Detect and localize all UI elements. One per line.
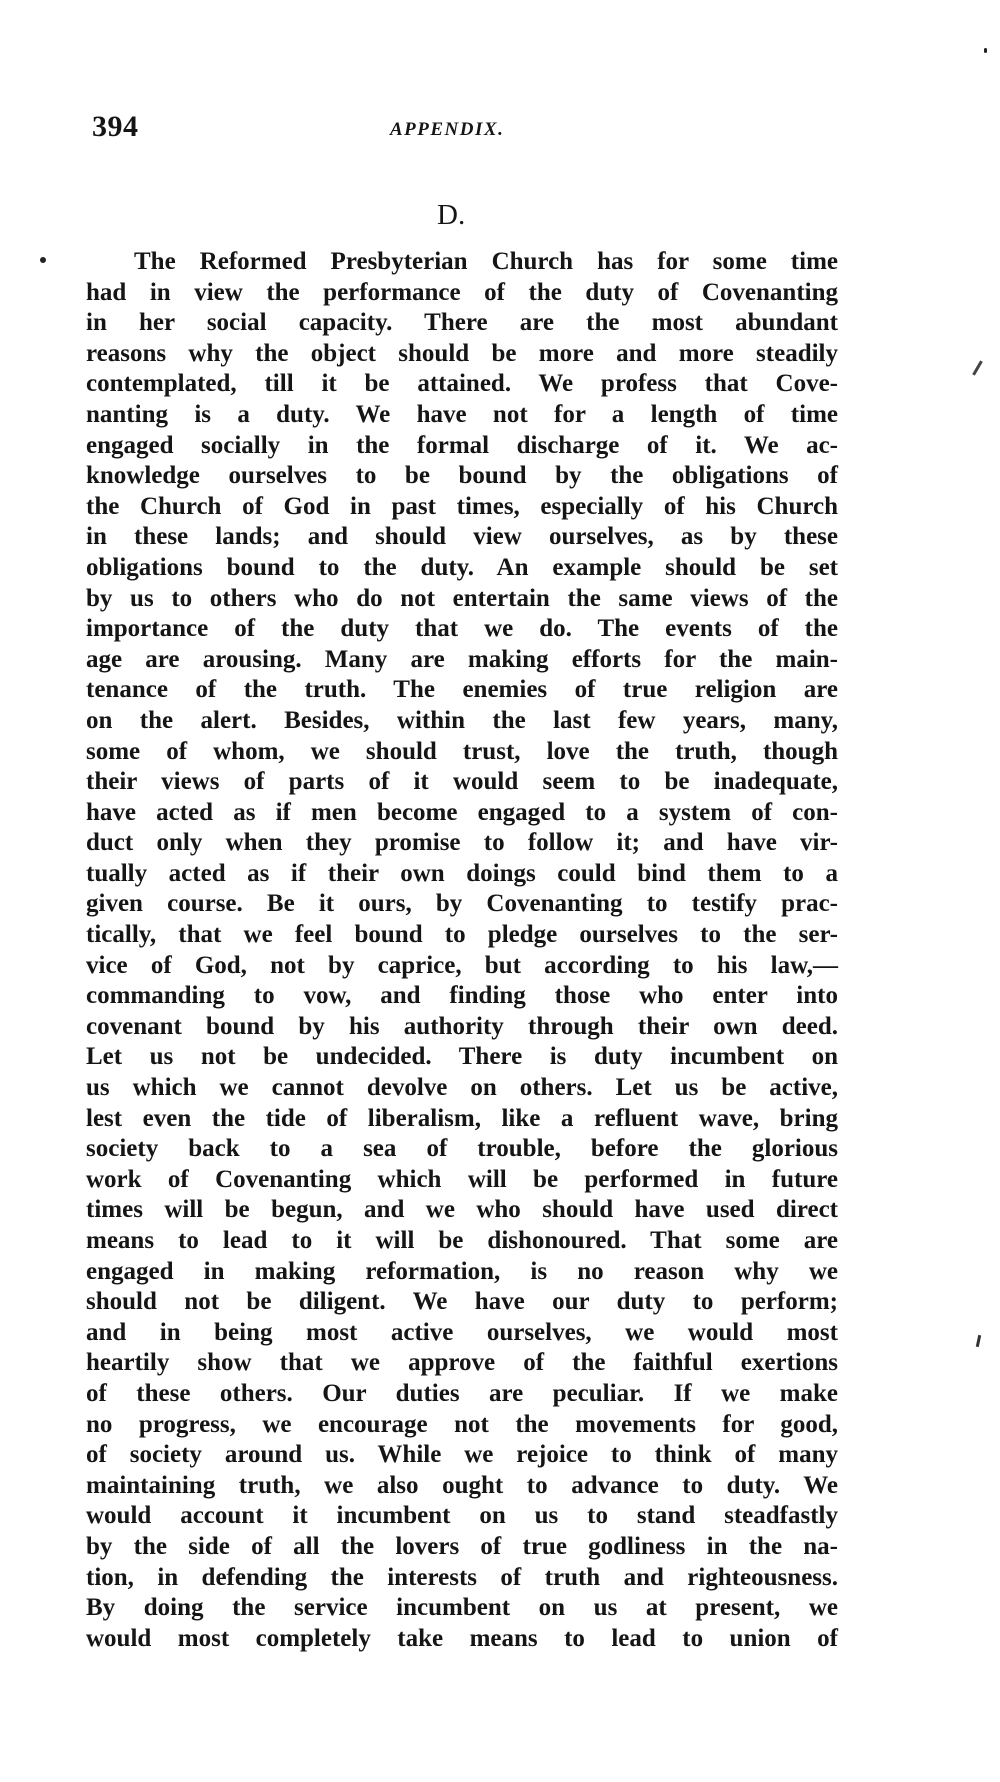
page-number: 394: [92, 110, 139, 143]
text-line: their views of parts of it would seem to be inadequate,: [86, 768, 838, 796]
text-line: commanding to vow, and finding those who enter into: [86, 982, 838, 1010]
text-line: tenance of the truth. The enemies of true religion are: [86, 676, 838, 704]
text-line: obligations bound to the duty. An example should be set: [86, 553, 838, 581]
text-line: work of Covenanting which will be performed in future: [86, 1165, 838, 1193]
text-line: on the alert. Besides, within the last few years, many,: [86, 706, 838, 734]
text-line: covenant bound by his authority through their own deed.: [86, 1012, 838, 1040]
text-line: tually acted as if their own doings could bind them to a: [86, 859, 838, 887]
text-line: would most completely take means to lead to union of: [86, 1624, 838, 1652]
text-line: Let us not be undecided. There is duty incumbent on: [86, 1043, 838, 1071]
section-heading: D.: [437, 199, 466, 231]
text-line: in these lands; and should view ourselves, as by these: [86, 523, 838, 551]
text-line: By doing the service incumbent on us at present, we: [86, 1594, 838, 1622]
text-line: maintaining truth, we also ought to advance to duty. We: [86, 1471, 838, 1499]
text-line: duct only when they promise to follow it; and have vir-: [86, 829, 838, 857]
text-line: lest even the tide of liberalism, like a refluent wave, bring: [86, 1104, 838, 1132]
running-head: APPENDIX.: [390, 119, 505, 140]
text-line: have acted as if men become engaged to a system of con-: [86, 798, 838, 826]
text-line: age are arousing. Many are making efforts for the main-: [86, 645, 838, 673]
text-line: reasons why the object should be more and more steadily: [86, 339, 838, 367]
text-line: some of whom, we should trust, love the truth, though: [86, 737, 838, 765]
text-line: importance of the duty that we do. The events of the: [86, 615, 838, 643]
text-line: knowledge ourselves to be bound by the obligations of: [86, 462, 838, 490]
text-line: The Reformed Presbyterian Church has for some time: [134, 248, 838, 275]
margin-mark: [984, 48, 987, 53]
text-line: of society around us. While we rejoice to think of many: [86, 1441, 838, 1469]
text-line: engaged in making reformation, is no reason why we: [86, 1257, 838, 1285]
text-line: of these others. Our duties are peculiar. If we make: [86, 1379, 838, 1407]
text-line: engaged socially in the formal discharge of it. We ac-: [86, 431, 838, 459]
text-line: no progress, we encourage not the movements for good,: [86, 1410, 838, 1438]
text-line: contemplated, till it be attained. We profess that Cove-: [86, 370, 838, 398]
margin-mark: [972, 360, 983, 375]
text-line: by us to others who do not entertain the same views of the: [86, 584, 838, 612]
text-line: should not be diligent. We have our duty to perform;: [86, 1288, 838, 1316]
text-line: times will be begun, and we who should have used direct: [86, 1196, 838, 1224]
text-line: heartily show that we approve of the faithful exertions: [86, 1349, 838, 1377]
text-line: nanting is a duty. We have not for a length of time: [86, 400, 838, 428]
margin-mark: [40, 257, 46, 263]
text-line: us which we cannot devolve on others. Let us be active,: [86, 1074, 838, 1102]
text-line: had in view the performance of the duty of Covenanting: [86, 278, 838, 306]
body-paragraph: [86, 247, 838, 1654]
text-line: tically, that we feel bound to pledge ourselves to the ser-: [86, 921, 838, 949]
text-line: in her social capacity. There are the most abundant: [86, 309, 838, 337]
text-line: by the side of all the lovers of true godliness in the na-: [86, 1532, 838, 1560]
text-line: would account it incumbent on us to stand steadfastly: [86, 1502, 838, 1530]
text-line: and in being most active ourselves, we would most: [86, 1318, 838, 1346]
text-line: given course. Be it ours, by Covenanting to testify prac-: [86, 890, 838, 918]
text-line: vice of God, not by caprice, but according to his law,—: [86, 951, 838, 979]
text-line: the Church of God in past times, especially of his Church: [86, 492, 838, 520]
text-line: tion, in defending the interests of truth and righteousness.: [86, 1563, 838, 1591]
text-line: society back to a sea of trouble, before the glorious: [86, 1135, 838, 1163]
text-line: means to lead to it will be dishonoured. That some are: [86, 1227, 838, 1254]
margin-mark: [976, 1335, 981, 1347]
